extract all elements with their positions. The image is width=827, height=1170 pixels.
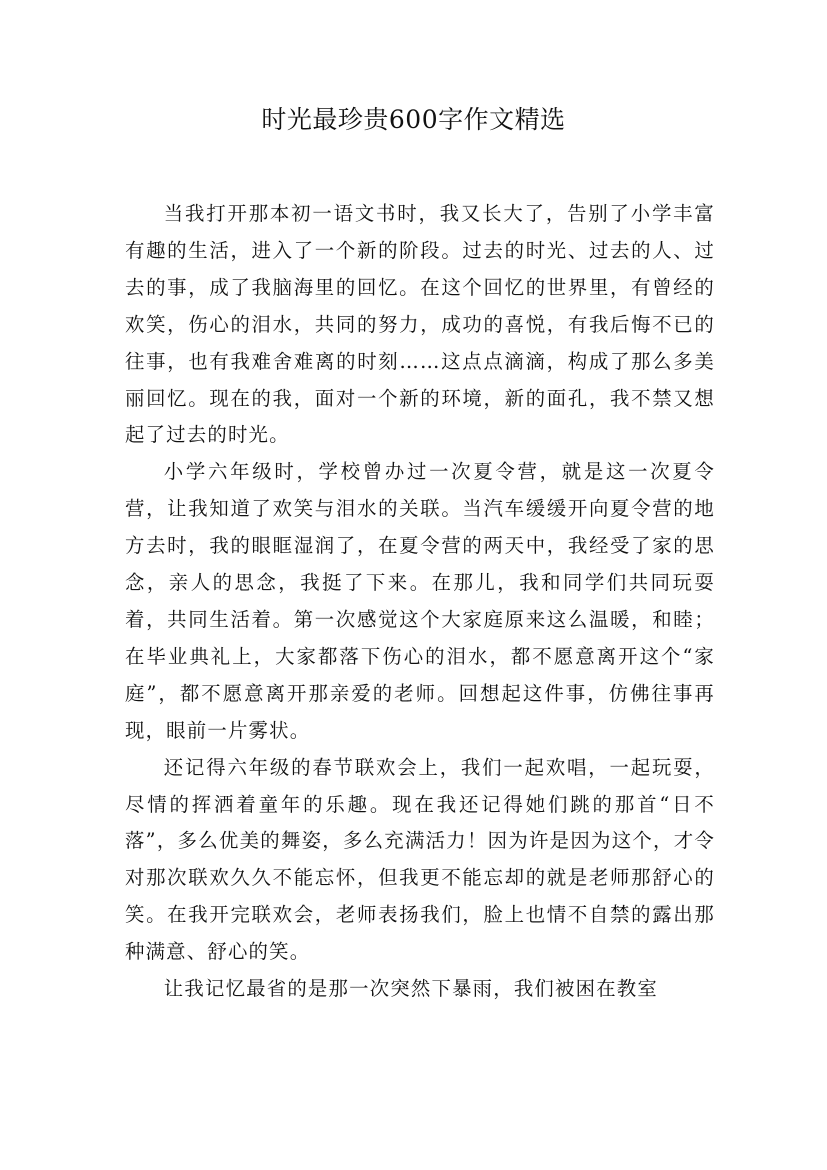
paragraph-1: 当我打开那本初一语文书时，我又长大了，告别了小学丰富有趣的生活，进入了一个新的阶段。过去的时光、过去的人、过去的事，成了我脑海里的回忆。在这个回忆的世界里，有曾经的欢笑，伤心的泪水，共同的努力，成功的喜悦，有我后悔不已的往事，也有我难舍难离的时刻……这点点滴滴，构成了那么多美丽回忆。现在的我，面对一个新的环境，新的面孔，我不禁又想起了过去的时光。 [125, 202, 715, 447]
paragraph-2: 小学六年级时，学校曾办过一次夏令营，就是这一次夏令营，让我知道了欢笑与泪水的关联。当汽车缓缓开向夏令营的地方去时，我的眼眶湿润了，在夏令营的两天中，我经受了家的思念，亲人的思念，我挺了下来。在那儿，我和同学们共同玩耍着，共同生活着。第一次感觉这个大家庭原来这么温暖，和睦；在毕业典礼上，大家都落下伤心的泪水，都不愿意离开这个“家庭”，都不愿意离开那亲爱的老师。回想起这件事，仿佛往事再现，眼前一片雾状。 [125, 460, 715, 742]
paragraph-3: 还记得六年级的春节联欢会上，我们一起欢唱，一起玩耍，尽情的挥洒着童年的乐趣。现在我还记得她们跳的那首“日不落”，多么优美的舞姿，多么充满活力！因为许是因为这个，才令对那次联欢久久不能忘怀，但我更不能忘却的就是老师那舒心的笑。在我开完联欢会，老师表扬我们，脸上也情不自禁的露出那种满意、舒心的笑。 [125, 755, 715, 964]
paragraph-4: 让我记忆最省的是那一次突然下暴雨，我们被困在教室 [163, 977, 658, 1001]
document-body [125, 196, 715, 1008]
document-title: 时光最珍贵600字作文精选 [261, 105, 566, 134]
